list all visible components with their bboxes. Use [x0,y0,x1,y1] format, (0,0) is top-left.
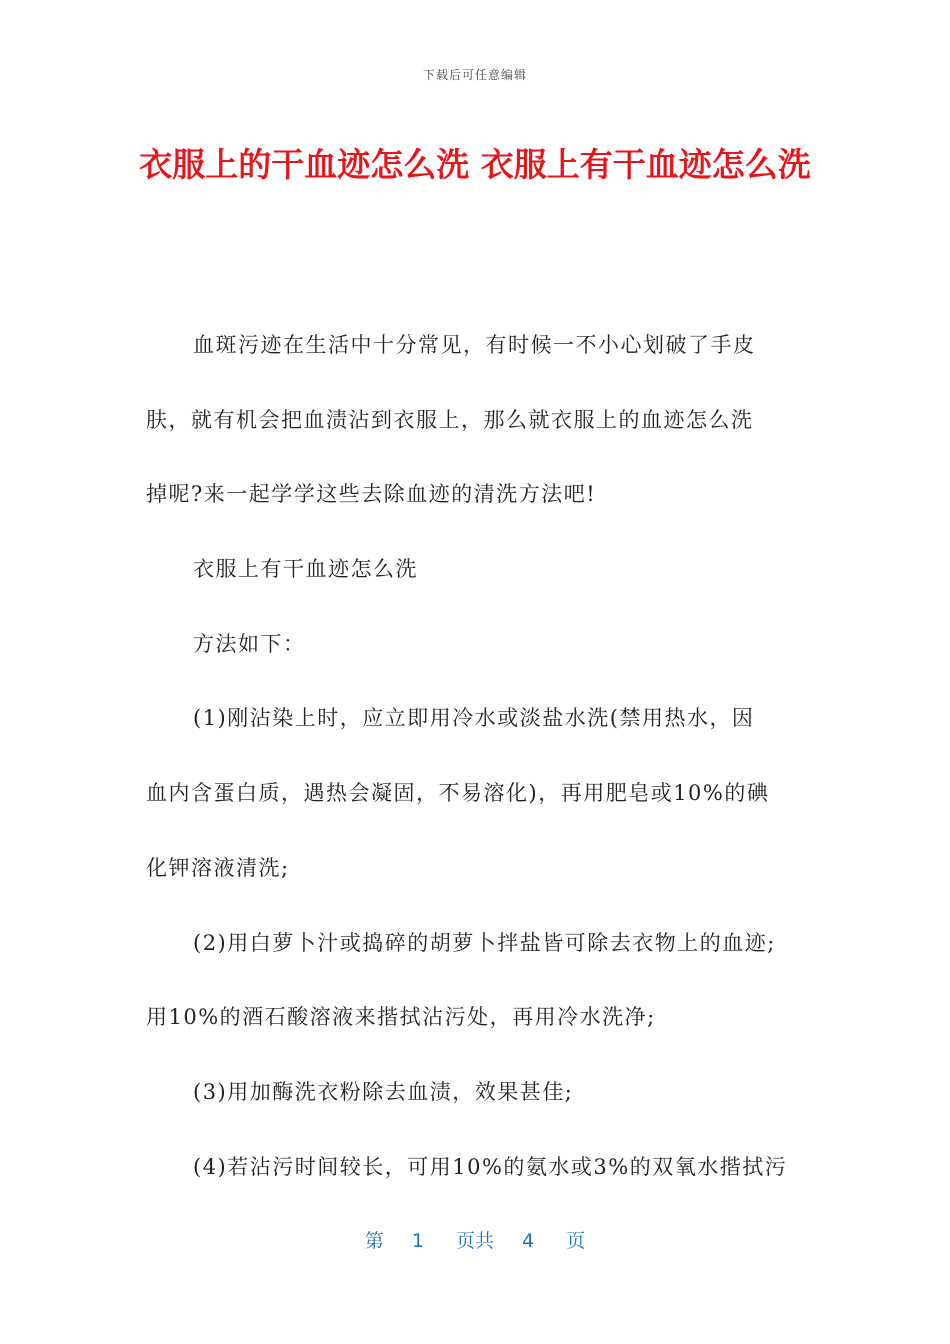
paragraph-line: 方法如下： [193,631,306,656]
document-body [146,320,816,1216]
paragraph-line: 肤，就有机会把血渍沾到衣服上，那么就衣服上的血迹怎么洗 [146,407,754,432]
header-note: 下载后可任意编辑 [422,68,527,82]
list-item-line: (2)用白萝卜汁或捣碎的胡萝卜拌盐皆可除去衣物上的血迹; [193,930,776,955]
current-page-number: 1 [411,1230,424,1252]
footer-suffix: 页 [566,1230,586,1252]
list-item-line: 化钾溶液清洗; [146,855,290,880]
total-page-count: 4 [522,1230,535,1252]
footer-middle: 页共 [455,1230,494,1252]
page-footer [0,1226,950,1253]
list-item-line: (1)刚沾染上时，应立即用冷水或淡盐水洗(禁用热水，因 [193,706,755,731]
paragraph-line: 掉呢?来一起学学这些去除血迹的清洗方法吧! [146,482,597,507]
list-item-line: 用10%的酒石酸溶液来揩拭沾污处，再用冷水洗净; [146,1005,656,1030]
section-heading: 衣服上有干血迹怎么洗 [193,557,418,582]
document-title: 衣服上的干血迹怎么洗 衣服上有干血迹怎么洗 [139,145,811,184]
list-item-line: (3)用加酶洗衣粉除去血渍，效果甚佳; [193,1079,574,1104]
list-item-line: (4)若沾污时间较长，可用10%的氨水或3%的双氧水揩拭污 [193,1154,788,1179]
footer-prefix: 第 [364,1230,384,1252]
paragraph-line: 血斑污迹在生活中十分常见，有时候一不小心划破了手皮 [193,333,756,357]
list-item-line: 血内含蛋白质，遇热会凝固，不易溶化)，再用肥皂或10%的碘 [146,781,770,806]
